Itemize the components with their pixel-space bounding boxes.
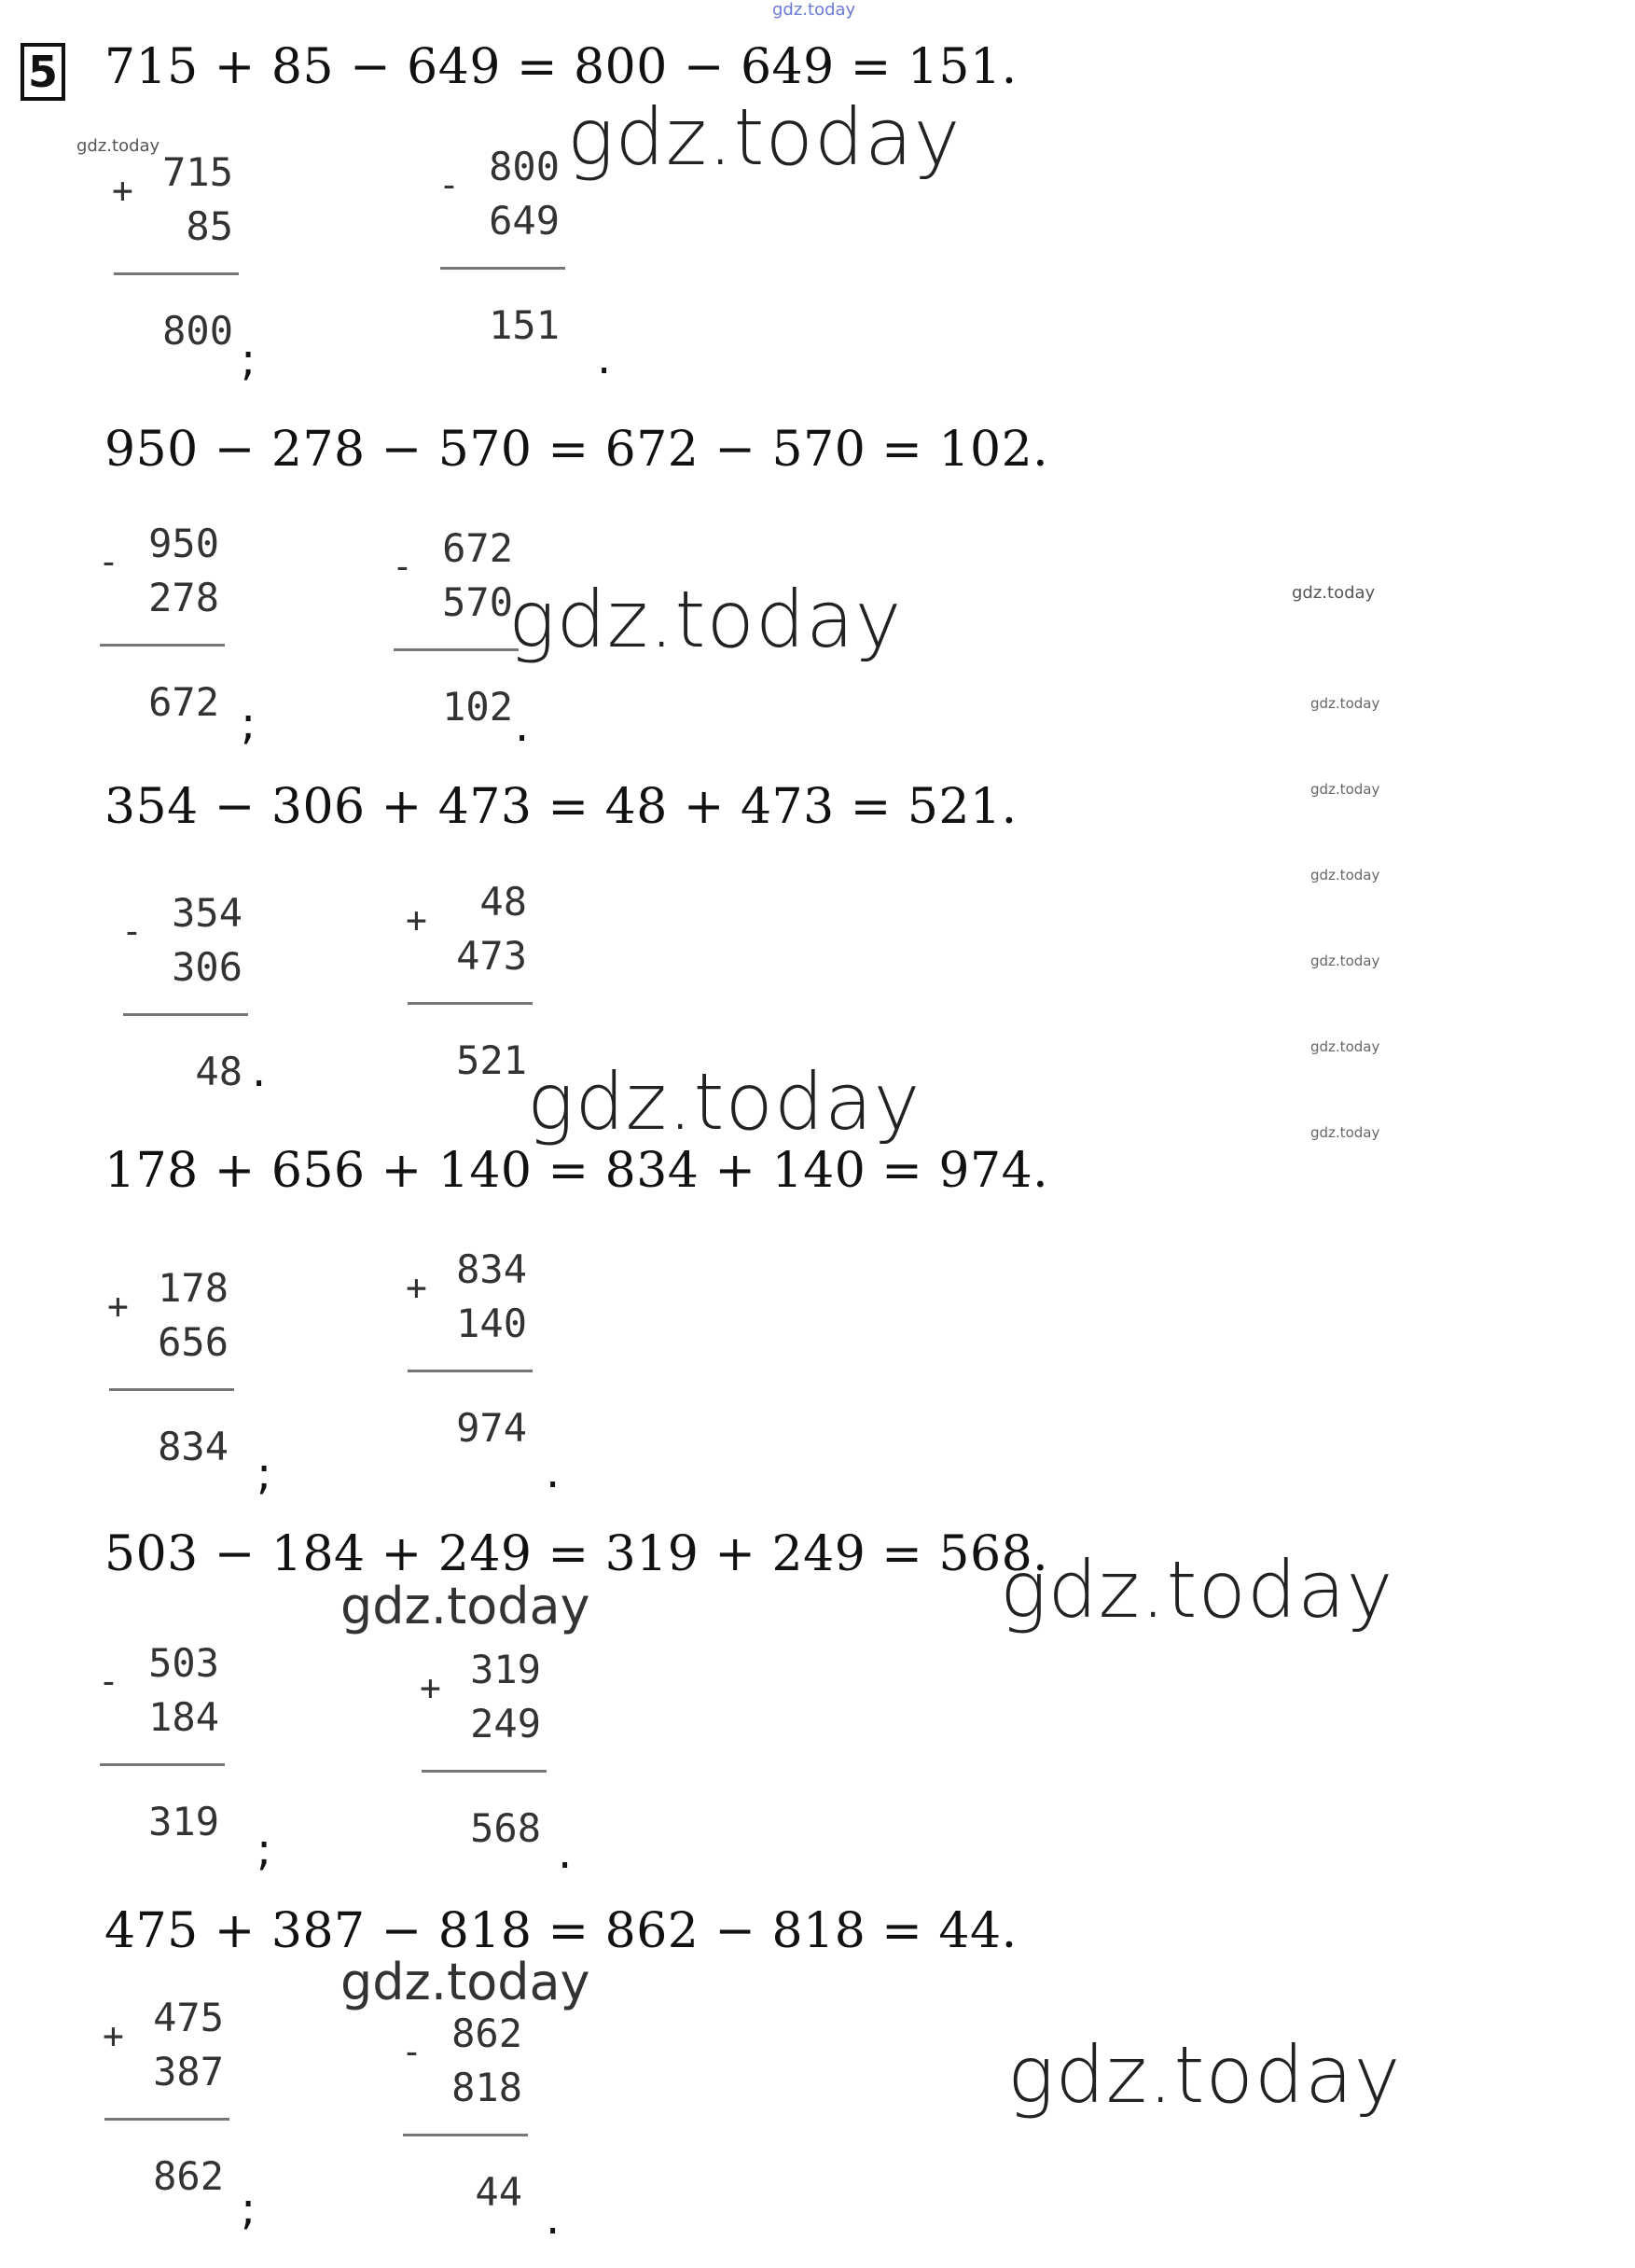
operand-a: 319 — [470, 1647, 541, 1692]
operand-a: 672 — [442, 525, 513, 571]
sum-line — [114, 272, 239, 275]
operator: + — [420, 1667, 441, 1708]
operator: + — [406, 899, 427, 940]
watermark-medium: gdz.today — [340, 1953, 590, 2011]
result: 568 — [470, 1805, 541, 1851]
separator: ; — [256, 1448, 272, 1500]
operand-a: 48 — [479, 879, 527, 925]
watermark-large: gdz.today — [1007, 2029, 1402, 2121]
operand-b: 306 — [172, 944, 242, 990]
separator: . — [546, 2192, 561, 2245]
operator: + — [107, 1286, 129, 1327]
operand-a: 715 — [162, 149, 233, 195]
sum-line — [100, 644, 225, 647]
separator: . — [597, 332, 612, 384]
separator: ; — [241, 334, 256, 386]
sum-line — [394, 648, 519, 651]
result: 974 — [456, 1405, 527, 1451]
operand-a: 503 — [148, 1640, 219, 1686]
watermark-tiny: gdz.today — [1310, 781, 1380, 798]
result: 834 — [158, 1424, 229, 1469]
watermark-small: gdz.today — [76, 136, 160, 156]
separator: ; — [256, 1824, 272, 1876]
result: 521 — [456, 1037, 527, 1083]
watermark-tiny: gdz.today — [1310, 1038, 1380, 1055]
operand-b: 649 — [489, 198, 560, 243]
column-calc-2a — [98, 521, 219, 744]
watermark-large: gdz.today — [1000, 1544, 1394, 1635]
result: 800 — [162, 308, 233, 354]
equation-row-6: 475 + 387 − 818 = 862 − 818 = 44. — [104, 1903, 1018, 1959]
watermark-large: gdz.today — [567, 91, 962, 183]
operand-b: 387 — [153, 2049, 224, 2094]
operator: + — [406, 1267, 427, 1308]
operand-a: 950 — [148, 521, 219, 566]
sum-line — [422, 1770, 547, 1773]
result: 102 — [442, 684, 513, 730]
operand-b: 278 — [148, 575, 219, 620]
column-calc-4b — [406, 1246, 527, 1470]
column-calc-1a — [112, 149, 233, 373]
sum-line — [408, 1370, 533, 1372]
column-calc-5b — [420, 1647, 541, 1871]
task-number-box: 5 — [21, 43, 65, 101]
separator: ; — [241, 698, 256, 750]
result: 48 — [195, 1049, 242, 1094]
operator: - — [392, 546, 413, 587]
result: 44 — [475, 2169, 522, 2215]
operator: - — [121, 911, 143, 952]
column-calc-3a — [121, 890, 242, 1114]
operator: - — [401, 2031, 423, 2072]
operand-b: 818 — [451, 2065, 522, 2110]
operand-b: 473 — [456, 933, 527, 979]
operator: + — [112, 170, 133, 211]
separator: . — [252, 1045, 267, 1097]
column-calc-5a — [98, 1640, 219, 1864]
operand-a: 800 — [489, 144, 560, 189]
operand-b: 85 — [186, 203, 233, 249]
separator: ; — [241, 2183, 256, 2235]
operand-b: 184 — [148, 1694, 219, 1740]
sum-line — [408, 1002, 533, 1005]
equation-row-2: 950 − 278 − 570 = 672 − 570 = 102. — [104, 422, 1049, 478]
operator: + — [103, 2015, 124, 2056]
operand-a: 178 — [158, 1265, 229, 1311]
operand-a: 354 — [172, 890, 242, 936]
column-calc-3b — [406, 879, 527, 1103]
sum-line — [100, 1763, 225, 1766]
result: 319 — [148, 1799, 219, 1844]
result: 151 — [489, 302, 560, 348]
watermark-large: gdz.today — [508, 574, 903, 665]
sum-line — [109, 1388, 234, 1391]
operand-a: 475 — [153, 1995, 224, 2040]
column-calc-2b — [392, 525, 513, 749]
watermark-medium: gdz.today — [340, 1577, 590, 1635]
watermark-large: gdz.today — [527, 1056, 921, 1148]
watermark-tiny: gdz.today — [1310, 695, 1380, 712]
column-calc-6b — [401, 2011, 522, 2234]
separator: . — [546, 1446, 561, 1498]
operand-b: 656 — [158, 1319, 229, 1365]
sum-line — [440, 267, 565, 270]
separator: . — [515, 700, 530, 752]
operator: - — [98, 1661, 119, 1702]
equation-row-4: 178 + 656 + 140 = 834 + 140 = 974. — [104, 1143, 1049, 1199]
column-calc-4a — [107, 1265, 229, 1489]
operand-b: 570 — [442, 579, 513, 625]
operand-b: 140 — [456, 1301, 527, 1346]
result: 672 — [148, 679, 219, 725]
equation-row-1: 715 + 85 − 649 = 800 − 649 = 151. — [104, 39, 1018, 95]
watermark-top: gdz.today — [772, 0, 856, 20]
equation-row-3: 354 − 306 + 473 = 48 + 473 = 521. — [104, 779, 1018, 835]
operator: - — [438, 164, 460, 205]
watermark-tiny: gdz.today — [1310, 1124, 1380, 1141]
operand-a: 862 — [451, 2011, 522, 2056]
result: 862 — [153, 2153, 224, 2199]
equation-row-5: 503 − 184 + 249 = 319 + 249 = 568. — [104, 1526, 1049, 1582]
column-calc-6a — [103, 1995, 224, 2219]
sum-line — [123, 1013, 248, 1016]
operand-b: 249 — [470, 1701, 541, 1746]
operand-a: 834 — [456, 1246, 527, 1292]
watermark-tiny: gdz.today — [1310, 867, 1380, 884]
separator: . — [558, 1827, 573, 1879]
column-calc-1b — [438, 144, 560, 368]
watermark-small: gdz.today — [1292, 583, 1376, 603]
operator: - — [98, 541, 119, 582]
sum-line — [403, 2134, 528, 2136]
sum-line — [104, 2118, 229, 2121]
watermark-tiny: gdz.today — [1310, 953, 1380, 969]
